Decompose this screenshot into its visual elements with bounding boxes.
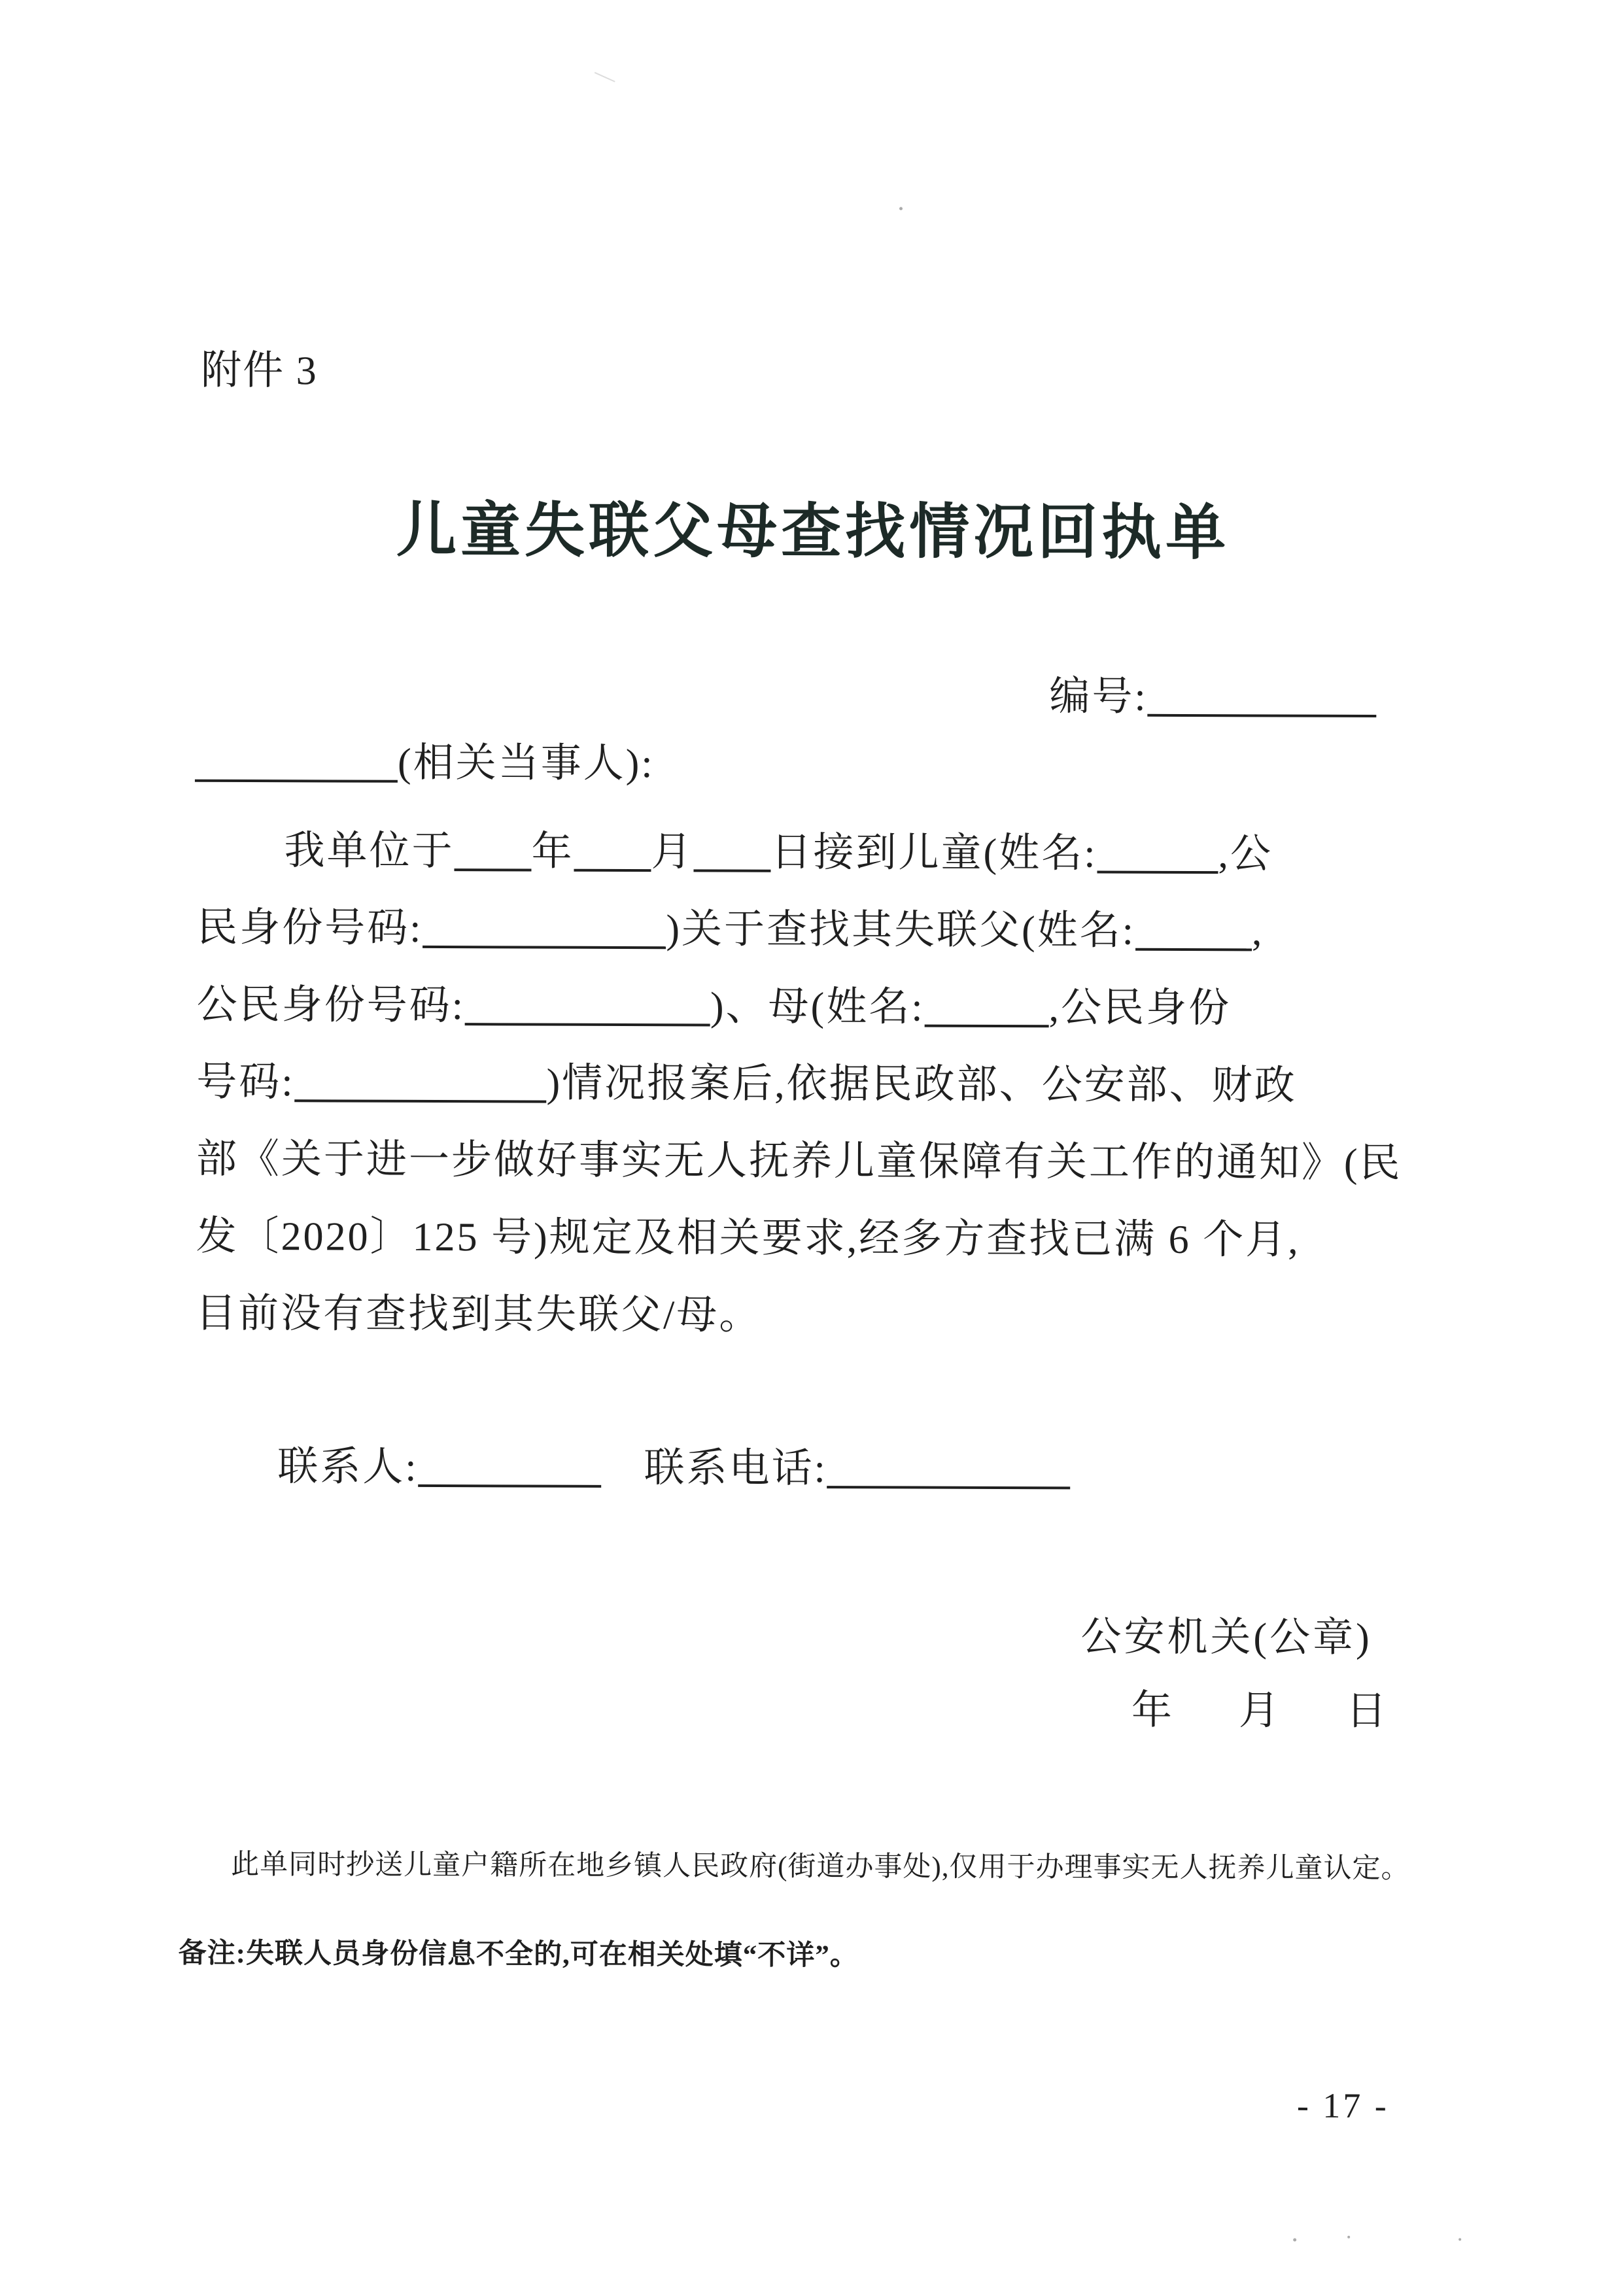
- scan-artifact: [1293, 2238, 1296, 2242]
- signature-date-line: 年 月 日: [1131, 1677, 1400, 1736]
- body-line-6: 发〔2020〕125 号)规定及相关要求,经多方查找已满 6 个月,: [196, 1203, 1432, 1266]
- fill-in-blank: [574, 866, 651, 872]
- fill-in-blank: [924, 1022, 1048, 1028]
- body-line-3: 公民身份号码: )、母(姓名: ,公民身份: [197, 972, 1433, 1035]
- attachment-label: 附件 3: [201, 337, 318, 396]
- form-number-line: 编号:: [1049, 663, 1377, 723]
- fill-in-blank: [418, 1482, 601, 1488]
- scan-artifact: [595, 72, 615, 82]
- fill-in-blank: [694, 866, 771, 872]
- scan-artifact: [1347, 2236, 1350, 2238]
- fill-in-blank: [465, 1020, 710, 1026]
- copy-note: 此单同时抄送儿童户籍所在地乡镇人民政府(街道办事处),仅用于办理事实无人抚养儿童认定。: [231, 1842, 1410, 1886]
- body-line-5: 部《关于进一步做好事实无人抚养儿童保障有关工作的通知》(民: [196, 1126, 1432, 1189]
- fill-in-blank: [1135, 946, 1252, 951]
- form-title: 儿童失联父母查找情况回执单: [2, 481, 1622, 573]
- fill-in-blank: [1097, 868, 1218, 874]
- body-line-4: 号码: )情况报案后,依据民政部、公安部、财政: [196, 1049, 1432, 1112]
- body-line-1: 我单位于 年 月 日接到儿童(姓名: ,公: [197, 817, 1433, 880]
- fill-in-blank: [1148, 711, 1377, 717]
- scan-artifact: [899, 207, 903, 210]
- fill-in-blank: [827, 1483, 1071, 1489]
- scan-artifact: [1458, 2238, 1461, 2240]
- fill-in-blank: [195, 777, 398, 783]
- remark-note: 备注:失联人员身份信息不全的,可在相关处填“不详”。: [179, 1931, 859, 1974]
- fill-in-blank: [423, 943, 666, 949]
- salutation-line: (相关当事人):: [195, 729, 655, 789]
- body-line-7: 目前没有查找到其失联父/母。: [196, 1280, 1432, 1343]
- agency-signature: 公安机关(公章): [1080, 1603, 1372, 1663]
- fill-in-blank: [454, 866, 531, 871]
- page-number: - 17 -: [1297, 2085, 1389, 2126]
- body-line-2: 民身份号码: )关于查找其失联父(姓名: ,: [197, 895, 1433, 957]
- contact-line: 联系人: 联系电话:: [277, 1433, 1071, 1494]
- fill-in-blank: [294, 1097, 546, 1103]
